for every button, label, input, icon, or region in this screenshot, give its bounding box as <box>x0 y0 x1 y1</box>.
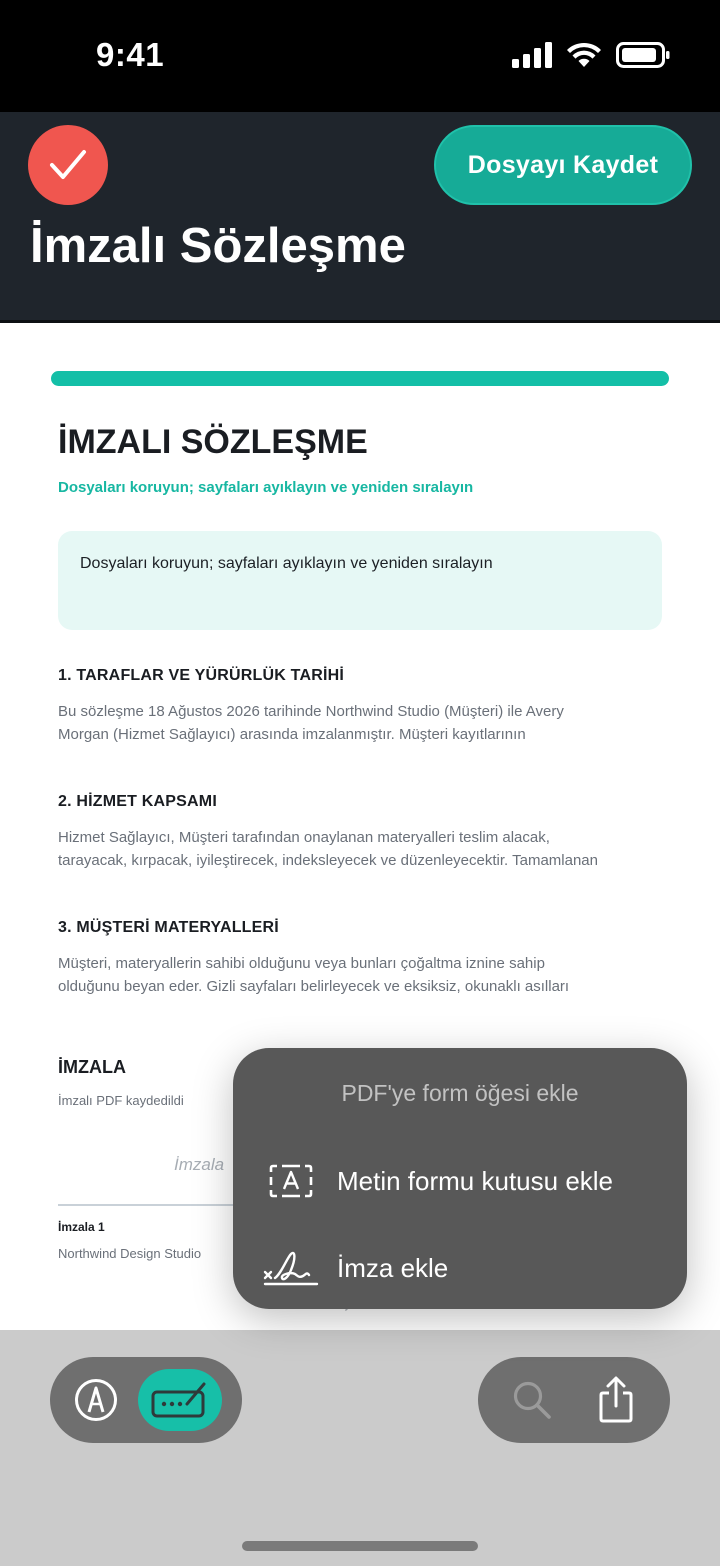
add-form-element-menu <box>233 1048 687 1309</box>
markup-pen-icon <box>73 1377 119 1423</box>
home-indicator <box>242 1541 478 1551</box>
section-body-line: Morgan (Hizmet Sağlayıcı) arasında imzalanmıştır. Müşteri kayıtlarının <box>58 726 526 743</box>
signature-icon <box>263 1248 319 1288</box>
document-title: İMZALI SÖZLEŞME <box>58 423 368 461</box>
menu-item-add-signature[interactable] <box>263 1238 663 1298</box>
cellular-signal-icon <box>512 42 552 68</box>
form-fields-icon <box>151 1380 209 1420</box>
document-callout <box>58 531 662 630</box>
signature-line <box>58 1204 258 1206</box>
share-icon <box>596 1375 636 1425</box>
document-subtitle: Dosyaları koruyun; sayfaları ayıklayın ve yeniden sıralayın <box>58 479 474 496</box>
wifi-icon <box>566 42 602 68</box>
signature-note: İmzalı PDF kaydedildi <box>58 1093 184 1108</box>
share-button[interactable] <box>592 1372 640 1428</box>
signature-label: İmzala 1 <box>58 1220 105 1234</box>
section-body <box>58 952 668 998</box>
checkmark-icon <box>48 148 88 182</box>
section-body-line: Müşteri, materyallerin sahibi olduğunu veya bunları çoğaltma iznine sahip <box>58 955 545 972</box>
battery-icon <box>616 42 670 68</box>
section-body-line: Hizmet Sağlayıcı, Müşteri tarafından onaylanan materyalleri teslim alacak, <box>58 829 550 846</box>
save-file-button[interactable]: Dosyayı Kaydet <box>434 125 692 205</box>
section-heading: 2. HİZMET KAPSAMI <box>58 793 217 810</box>
signature-name: Northwind Design Studio <box>58 1246 202 1261</box>
menu-item-add-text-box[interactable] <box>263 1151 663 1211</box>
page-title: İmzalı Sözleşme <box>30 219 406 273</box>
signature-field[interactable]: İmzala <box>174 1155 225 1174</box>
markup-button[interactable] <box>72 1376 120 1424</box>
search-button[interactable] <box>508 1376 556 1424</box>
menu-title: PDF'ye form öğesi ekle <box>341 1080 579 1106</box>
section-heading: 3. MÜŞTERİ MATERYALLERİ <box>58 919 279 936</box>
section-body-line: Bu sözleşme 18 Ağustos 2026 tarihinde Northwind Studio (Müşteri) ile Avery <box>58 703 564 720</box>
section-body-line: olduğunu beyan eder. Gizli sayfaları belirleyecek ve eksiksiz, okunaklı asılları <box>58 978 570 995</box>
callout-text: Dosyaları koruyun; sayfaları ayıklayın ve yeniden sıralayın <box>80 555 493 572</box>
signature-heading: İMZALA <box>58 1057 126 1077</box>
section-body <box>58 700 668 746</box>
done-button[interactable] <box>28 125 108 205</box>
form-fields-button[interactable] <box>138 1369 222 1431</box>
document-actions-toolbar <box>478 1357 670 1443</box>
status-time: 9:41 <box>96 36 165 73</box>
section-body <box>58 826 668 872</box>
section-body-line: tarayacak, kırpacak, iyileştirecek, indeksleyecek ve düzenleyecektir. Tamamlanan <box>58 852 598 869</box>
menu-item-label: Metin formu kutusu ekle <box>337 1165 614 1196</box>
menu-item-label: İmza ekle <box>337 1252 449 1283</box>
section-heading: 1. TARAFLAR VE YÜRÜRLÜK TARİHİ <box>58 667 344 684</box>
search-icon <box>511 1379 553 1421</box>
text-box-icon <box>263 1161 319 1201</box>
document-accent-bar <box>51 371 669 386</box>
status-icons <box>512 42 670 68</box>
status-bar <box>0 0 720 112</box>
